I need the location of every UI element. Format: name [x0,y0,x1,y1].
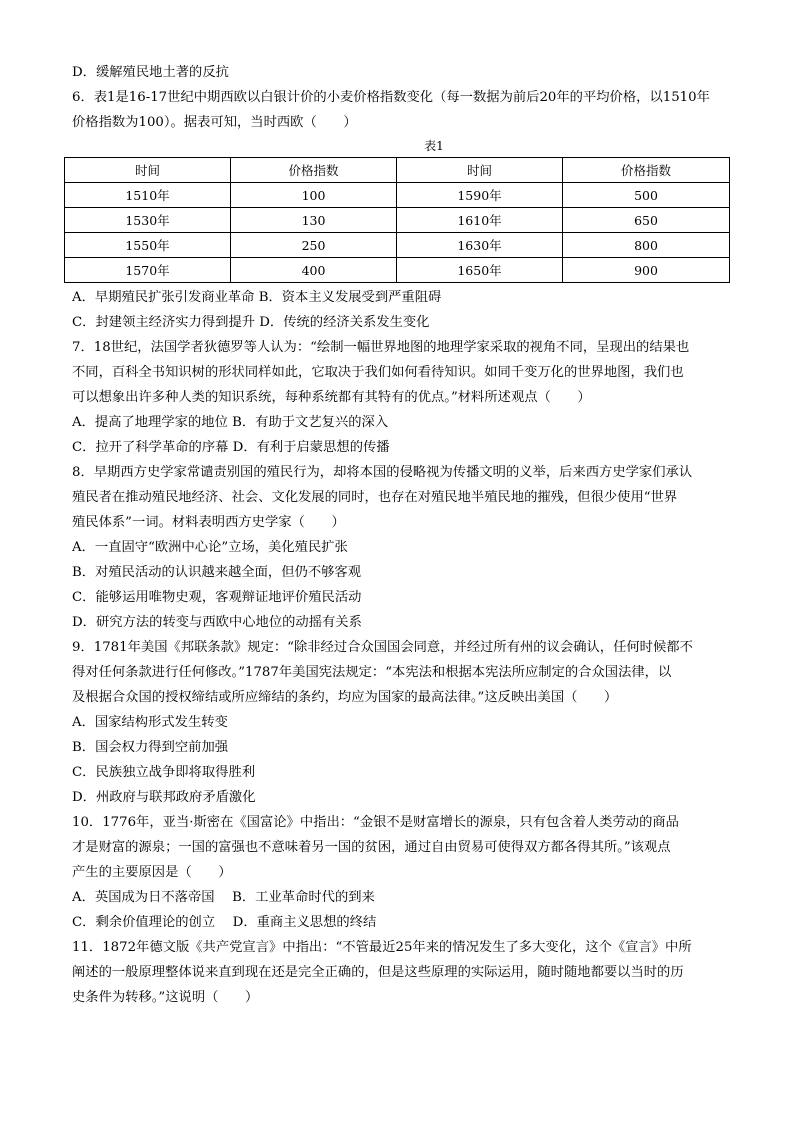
table-cell: 1570年 [65,258,231,283]
q9-line3: 及根据合众国的授权缔结或所应缔结的条约，均应为国家的最高法律。”这反映出美国（ ） [72,690,618,705]
q7-line3: 可以想象出许多种人类的知识系统，每种系统都有其特有的优点。”材料所述观点（ ） [72,390,591,405]
table-row [65,258,730,283]
q7-options-ab: A．提高了地理学家的地位 B．有助于文艺复兴的深入 [72,415,389,430]
q10-line3: 产生的主要原因是（ ） [72,865,232,880]
table-header-row [65,158,730,183]
q10-options-ab: A．英国成为日不落帝国 B．工业革命时代的到来 [72,890,375,905]
table-cell: 1630年 [397,233,563,258]
q11-line1: 11．1872年德文版《共产党宣言》中指出：“不管最近25年来的情况发生了多大变化，这个《宣言》中所 [72,940,692,955]
q8-line1: 8．早期西方史学家常谴责别国的殖民行为，却将本国的侵略视为传播文明的义举，后来西方史学家们承认 [72,465,693,480]
table-cell: 1510年 [65,183,231,208]
table-cell: 400 [231,258,397,283]
table-caption: 表1 [424,139,444,153]
question-11 [72,935,732,1010]
q10-line2: 才是财富的源泉；一国的富强也不意味着另一国的贫困，通过自由贸易可使得双方都各得其所。”该观点 [72,840,671,855]
q7-options-cd: C．拉开了科学革命的序幕 D．有利于启蒙思想的传播 [72,440,390,455]
q9-option-a: A．国家结构形式发生转变 [72,715,228,730]
q8-line2: 殖民者在推动殖民地经济、社会、文化发展的同时，也存在对殖民地半殖民地的摧残，但很少使用“世界 [72,490,678,505]
q9-option-d: D．州政府与联邦政府矛盾激化 [72,790,256,805]
question-10 [72,810,732,935]
question-6 [72,85,732,335]
header-time-2: 时间 [397,158,563,183]
header-index-1: 价格指数 [231,158,397,183]
q7-line2: 不同，百科全书知识树的形状同样如此，它取决于我们如何看待知识。如同千变万化的世界地图，我们也 [72,365,684,380]
question-9 [72,635,732,810]
q6-options-cd: C．封建领主经济实力得到提升 D．传统的经济关系发生变化 [72,315,430,330]
table-cell: 1550年 [65,233,231,258]
q11-line3: 史条件为转移。”这说明（ ） [72,990,259,1005]
q6-stem-line1: 6．表1是16-17世纪中期西欧以白银计价的小麦价格指数变化（每一数据为前后20年的平均价格，以1510年 [72,90,710,105]
table-row [65,208,730,233]
table-cell: 130 [231,208,397,233]
header-index-2: 价格指数 [563,158,730,183]
table-row [65,183,730,208]
q11-line2: 阐述的一般原理整体说来直到现在还是完全正确的，但是这些原理的实际运用，随时随地都要以当时的历 [72,965,684,980]
q9-line2: 得对任何条款进行任何修改。”1787年美国宪法规定：“本宪法和根据本宪法所应制定的合众国法律，以 [72,665,672,680]
q8-option-b: B．对殖民活动的认识越来越全面，但仍不够客观 [72,565,362,580]
table-cell: 650 [563,208,730,233]
q10-line1: 10．1776年，亚当·斯密在《国富论》中指出：“金银不是财富增长的源泉，只有包含着人类劳动的商品 [72,815,679,830]
q8-option-c: C．能够运用唯物史观，客观辩证地评价殖民活动 [72,590,362,605]
q9-option-b: B．国会权力得到空前加强 [72,740,229,755]
table-cell: 1610年 [397,208,563,233]
q5-option-d: D．缓解殖民地土著的反抗 [72,65,229,80]
q6-options-ab: A．早期殖民扩张引发商业革命 B．资本主义发展受到严重阻碍 [72,290,442,305]
q7-line1: 7．18世纪，法国学者狄德罗等人认为：“绘制一幅世界地图的地理学家采取的视角不同，呈现出的结果也 [72,340,690,355]
q9-option-c: C．民族独立战争即将取得胜利 [72,765,256,780]
q9-line1: 9．1781年美国《邦联条款》规定：“除非经过合众国国会同意，并经过所有州的议会确认，任何时候都不 [72,640,693,655]
table-cell: 1590年 [397,183,563,208]
price-index-table [64,157,730,283]
q10-options-cd: C．剩余价值理论的创立 D．重商主义思想的终结 [72,915,377,930]
q8-line3: 殖民体系”一词。材料表明西方史学家（ ） [72,515,345,530]
exam-page [72,60,732,1010]
question-7 [72,335,732,460]
table-cell: 900 [563,258,730,283]
table-cell: 1530年 [65,208,231,233]
table-row [65,233,730,258]
table-cell: 250 [231,233,397,258]
question-8 [72,460,732,635]
table-cell: 800 [563,233,730,258]
table-cell: 100 [231,183,397,208]
q6-stem-line2: 价格指数为100）。据表可知，当时西欧（ ） [72,115,357,130]
header-time-1: 时间 [65,158,231,183]
q8-option-d: D．研究方法的转变与西欧中心地位的动摇有关系 [72,615,362,630]
q8-option-a: A．一直固守“欧洲中心论”立场，美化殖民扩张 [72,540,348,555]
table-cell: 1650年 [397,258,563,283]
table-cell: 500 [563,183,730,208]
